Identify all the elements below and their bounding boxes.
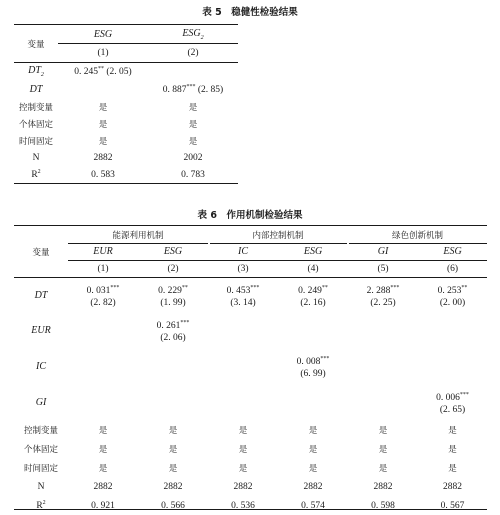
table6-col-header: IC (238, 246, 249, 257)
row-label: $DT_2$ (28, 65, 44, 78)
table5-cell: 是 (188, 136, 198, 147)
table6-col-header: EUR (93, 246, 113, 257)
table6-cell: 是 (98, 444, 108, 455)
table-row (14, 384, 487, 420)
table6-cell (208, 313, 278, 348)
table6-cell: 是 (378, 444, 388, 455)
table5-cell: 2882 (93, 152, 113, 163)
table6-cell: 0. 536 (231, 500, 255, 511)
table6-cell: 是 (308, 425, 318, 436)
table6-cell: 0. 253** (2. 00) (437, 284, 468, 308)
table6-cell: 0. 008*** (6. 99) (296, 355, 330, 379)
row-label: N (32, 152, 40, 163)
row-label: $R^2$ (31, 169, 41, 180)
table5-cell: 是 (188, 102, 198, 113)
table6-cell: 2. 288*** (2. 25) (366, 284, 400, 308)
table6-cell: 0. 453*** (3. 14) (226, 284, 260, 308)
table6-cell: 0. 261*** (2. 06) (156, 320, 190, 343)
table5-cell: 0. 245** (2. 05) (74, 66, 132, 77)
table6-col-header: ESG (303, 246, 323, 257)
row-label: N (37, 481, 45, 492)
table6-cell (418, 313, 487, 348)
table6-cell (68, 384, 138, 420)
table-row (14, 277, 487, 313)
table6-cell: 是 (448, 463, 457, 474)
table6-col-number: (4) (307, 263, 319, 274)
table6-cell: 是 (238, 425, 248, 436)
table6-cell: 0. 567 (440, 500, 465, 511)
table6-cell (348, 313, 418, 348)
table6-col-header: GI (377, 246, 389, 257)
table6-cell: 0. 574 (301, 500, 325, 511)
table6-cell (138, 384, 208, 420)
table5-col2-header: $ESG_2$ (182, 27, 204, 41)
table6-cell: 是 (448, 425, 457, 436)
table6-cell: 0. 249** (2. 16) (298, 284, 328, 308)
table6-var-header: 变量 (32, 247, 50, 258)
table5-var-header: 变量 (27, 39, 45, 50)
table5 (14, 25, 238, 183)
table6-cell: 是 (168, 463, 178, 474)
table-row (14, 496, 487, 515)
table6-cell: 2882 (303, 481, 323, 492)
table6-cell: 是 (308, 444, 318, 455)
table5-cell: 2002 (183, 152, 203, 163)
table6 (14, 226, 487, 515)
table-row (14, 62, 238, 81)
table6-cell: 是 (378, 425, 388, 436)
table6-cell: 是 (308, 463, 318, 474)
row-label: 控制变量 (18, 102, 53, 113)
table6-cell (138, 348, 208, 384)
table6-cell: 0. 229** (1. 99) (158, 284, 188, 308)
table-row (14, 115, 238, 132)
table6-cell: 0. 006*** (2. 65) (436, 391, 469, 415)
table6-cell (278, 384, 348, 420)
table6-cell: 是 (98, 425, 108, 436)
table6-cell (348, 384, 418, 420)
table6-cell (68, 313, 138, 348)
table6-cell: 2882 (233, 481, 253, 492)
row-label: 个体固定 (23, 444, 58, 455)
table6-group-header-2: 内部控制机制 (252, 230, 304, 241)
row-label: DT (34, 289, 48, 301)
table6-cell: 是 (168, 425, 178, 436)
table6-caption: 表 6 作用机制检验结果 (197, 210, 303, 221)
table6-col-number: (3) (237, 263, 249, 274)
table6-col-header: ESG (443, 246, 462, 257)
table6-col-number: (6) (447, 263, 459, 274)
table-row (14, 458, 487, 477)
table-row (14, 149, 238, 166)
row-label: 时间固定 (23, 463, 58, 474)
row-label: DT (29, 84, 43, 95)
table5-cell: 是 (98, 136, 108, 147)
table6-cell: 是 (448, 444, 457, 455)
table6-cell (418, 348, 487, 384)
table6-cell: 0. 031*** (2. 82) (86, 284, 120, 308)
table-row (14, 166, 238, 183)
table6-col-number: (1) (97, 263, 109, 274)
row-label: $R^2$ (36, 500, 46, 511)
table6-col-number: (2) (167, 263, 179, 274)
table5-cell: 0. 783 (181, 169, 205, 180)
table6-cell: 2882 (163, 481, 183, 492)
table5-cell: 是 (98, 102, 108, 113)
table5-cell: 是 (98, 119, 108, 130)
table6-cell: 2882 (443, 481, 463, 492)
row-label: EUR (31, 325, 51, 336)
table6-cell: 是 (378, 463, 388, 474)
table-row (14, 477, 487, 496)
table5-bottom-rule (14, 183, 238, 184)
table6-cell: 0. 566 (161, 500, 185, 511)
row-label: 控制变量 (23, 425, 58, 436)
table6-cell (208, 384, 278, 420)
row-label: 个体固定 (18, 119, 53, 130)
table5-cell: 0. 887*** (2. 85) (162, 84, 224, 95)
table5-col1-number: (1) (97, 47, 109, 58)
table6-cell (278, 313, 348, 348)
table6-group-header-3: 绿色创新机制 (392, 230, 444, 241)
table6-cell: 2882 (373, 481, 393, 492)
table6-col-header: ESG (163, 246, 183, 257)
row-label: GI (35, 396, 47, 408)
table6-col-number: (5) (377, 263, 389, 274)
table5-col2-number: (2) (187, 47, 199, 58)
row-label: 时间固定 (18, 136, 53, 147)
table6-cell (68, 348, 138, 384)
table6-cell: 2882 (93, 481, 113, 492)
table-row (14, 420, 487, 439)
table6-cell: 0. 598 (371, 500, 395, 511)
table6-cell: 是 (238, 463, 248, 474)
table-row (14, 81, 238, 98)
table6-cell: 0. 921 (91, 500, 115, 511)
table5-cell (148, 62, 238, 81)
table5-cell: 是 (188, 119, 198, 130)
table-row (14, 439, 487, 458)
table5-cell (58, 81, 148, 98)
row-label: IC (36, 360, 46, 372)
table6-cell: 是 (238, 444, 248, 455)
table5-col1-header: ESG (93, 28, 113, 40)
table6-cell: 是 (168, 444, 178, 455)
table-row (14, 132, 238, 149)
table-row (14, 98, 238, 115)
table-row (14, 313, 487, 348)
table6-cell (348, 348, 418, 384)
table5-caption: 表 5 稳健性检验结果 (202, 7, 298, 18)
table5-cell: 0. 583 (91, 169, 115, 180)
table6-cell (208, 348, 278, 384)
table-row (14, 348, 487, 384)
table6-cell: 是 (98, 463, 108, 474)
table6-group-header-1: 能源利用机制 (112, 230, 164, 241)
